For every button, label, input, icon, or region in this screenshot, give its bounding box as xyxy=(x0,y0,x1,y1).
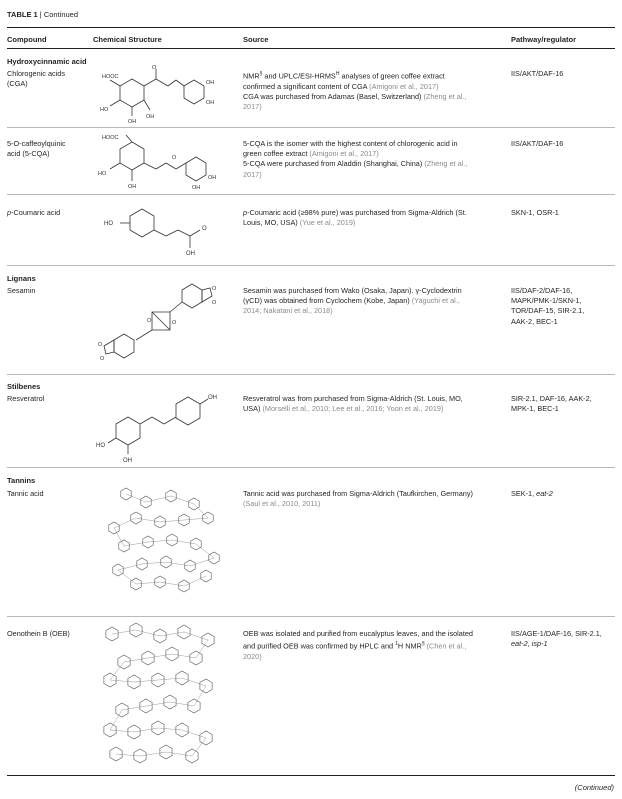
header-structure: Chemical Structure xyxy=(93,35,162,44)
section-hydroxycinnamic: Hydroxycinnamic acid xyxy=(7,57,87,66)
source-sesamin-line3: 2014; Nakatani et al., 2018) xyxy=(243,306,333,316)
structure-tannic xyxy=(96,484,226,596)
source-tannic-line1: Tannic acid was purchased from Sigma-Aldrich (Taufkirchen, Germany) xyxy=(243,489,473,498)
structure-sesamin xyxy=(92,282,227,372)
svg-text:O: O xyxy=(172,155,177,161)
pathway-resveratrol-line1: SIR-2.1, DAF-16, AAK-2, xyxy=(511,394,592,403)
pathway-oeb xyxy=(511,629,602,649)
table-caption xyxy=(7,10,78,19)
source-resveratrol xyxy=(243,394,505,414)
svg-text:OH: OH xyxy=(123,458,132,464)
header-rule xyxy=(7,48,615,49)
compound-cga-line1: Chlorogenic acids xyxy=(7,69,66,78)
svg-text:HO: HO xyxy=(104,221,113,227)
compound-cqa-line2: acid (5-CQA) xyxy=(7,149,50,159)
table-top-rule xyxy=(7,27,615,28)
pathway-sesamin-line4: AAK-2, BEC-1 xyxy=(511,316,558,326)
compound-resveratrol: Resveratrol xyxy=(7,394,45,403)
svg-text:HO: HO xyxy=(98,171,107,177)
compound-cga xyxy=(7,69,65,89)
source-cqa-line4: 2017) xyxy=(243,169,262,179)
svg-text:OH: OH xyxy=(146,114,155,120)
svg-text:OH: OH xyxy=(186,251,195,256)
source-cqa xyxy=(243,139,505,180)
pathway-cga: IIS/AKT/DAF-16 xyxy=(511,69,564,78)
row-divider xyxy=(7,194,615,195)
pathway-tannic: SEK-1, eat-2 xyxy=(511,489,553,498)
source-cqa-line3: 5-CQA were purchased from Aladdin (Shanghai, China) (Zheng et al., xyxy=(243,159,468,169)
source-sesamin xyxy=(243,286,505,317)
table-bottom-rule xyxy=(7,775,615,776)
source-cga-line3: CGA was purchased from Adamas (Basel, Switzerland) (Zheng et al., xyxy=(243,91,467,101)
source-cga xyxy=(243,69,505,112)
source-oeb-line1: OEB was isolated and purified from eucalyptus leaves, and the isolated xyxy=(243,629,473,638)
svg-text:OH: OH xyxy=(192,185,201,191)
source-resveratrol-line1: Resveratrol was from purchased from Sigma-Aldrich (St. Louis, MO, xyxy=(243,394,463,403)
source-coumaric-line2: Louis, MO, USA) (Yue et al., 2019) xyxy=(243,218,356,228)
header-pathway: Pathway/regulator xyxy=(511,35,577,44)
svg-text:O: O xyxy=(98,342,103,348)
svg-text:HO: HO xyxy=(100,107,109,113)
svg-text:HOOC: HOOC xyxy=(102,74,119,80)
source-cqa-line1: 5-CQA is the isomer with the highest content of chlorogenic acid in xyxy=(243,139,458,148)
compound-cga-line2: (CGA) xyxy=(7,79,28,89)
source-oeb-line2: and purified OEB was confirmed by HPLC and $^1$H NMR§ (Chen et al., xyxy=(243,641,467,651)
row-divider xyxy=(7,616,615,617)
svg-text:O: O xyxy=(212,286,217,292)
source-oeb-line3: 2020) xyxy=(243,651,262,661)
source-cga-line4: 2017) xyxy=(243,102,262,112)
table-caption-text: | Continued xyxy=(39,10,79,19)
table-label: TABLE 1 xyxy=(7,10,38,19)
svg-text:O: O xyxy=(172,320,177,326)
pathway-sesamin xyxy=(511,286,584,327)
svg-text:O: O xyxy=(202,226,207,232)
svg-text:OH: OH xyxy=(208,175,217,181)
svg-text:O: O xyxy=(147,318,152,324)
structure-coumaric xyxy=(92,202,227,256)
structure-resveratrol xyxy=(92,390,227,466)
source-cga-line2: confirmed a significant content of CGA (Amigoni et al., 2017) xyxy=(243,81,439,91)
svg-text:O: O xyxy=(152,65,157,71)
compound-cqa xyxy=(7,139,66,159)
source-cga-line1: NMR§ and UPLC/$ESI-HRMS^H$ analyses of green coffee extract xyxy=(243,71,445,81)
svg-text:OH: OH xyxy=(208,395,217,401)
section-tannins: Tannins xyxy=(7,476,36,485)
pathway-cqa: IIS/AKT/DAF-16 xyxy=(511,139,564,148)
svg-text:O: O xyxy=(100,356,105,362)
svg-text:O: O xyxy=(212,300,217,306)
pathway-oeb-line2: eat-2, isp-1 xyxy=(511,639,548,649)
pathway-sesamin-line2: MAPK/PMK-1/SKN-1, xyxy=(511,296,582,306)
source-sesamin-line1: Sesamin was purchased from Wako (Osaka, Japan). γ-Cyclodextrin xyxy=(243,286,462,295)
header-compound: Compound xyxy=(7,35,47,44)
compound-tannic: Tannic acid xyxy=(7,489,44,498)
source-tannic xyxy=(243,489,505,509)
compound-sesamin: Sesamin xyxy=(7,286,36,295)
continued-note: (Continued) xyxy=(574,783,614,792)
header-source: Source xyxy=(243,35,269,44)
source-sesamin-line2: (γCD) was obtained from Cyclochem (Kobe, Japan) (Yaguchi et al., xyxy=(243,296,460,306)
compound-cqa-line1: 5-O-caffeoylquinic xyxy=(7,139,66,148)
pathway-oeb-line1: IIS/AGE-1/DAF-16, SIR-2.1, xyxy=(511,629,602,638)
svg-text:HO: HO xyxy=(96,443,105,449)
row-divider xyxy=(7,374,615,375)
svg-text:OH: OH xyxy=(206,100,215,106)
structure-cga xyxy=(92,64,227,126)
svg-text:HOOC: HOOC xyxy=(102,135,119,141)
row-divider xyxy=(7,265,615,266)
source-coumaric xyxy=(243,208,505,228)
pathway-sesamin-line3: TOR/DAF-15, SIR-2.1, xyxy=(511,306,585,316)
row-divider xyxy=(7,467,615,468)
compound-oeb: Oenothein B (OEB) xyxy=(7,629,70,638)
pathway-sesamin-line1: IIS/DAF-2/DAF-16, xyxy=(511,286,573,295)
pathway-resveratrol-line2: MPK-1, BEC-1 xyxy=(511,404,559,414)
pathway-resveratrol xyxy=(511,394,592,414)
svg-text:OH: OH xyxy=(128,119,137,125)
source-cqa-line2: green coffee extract (Amigoni et al., 2017) xyxy=(243,149,379,159)
svg-text:OH: OH xyxy=(206,80,215,86)
source-coumaric-line1: p-Coumaric acid (≥98% pure) was purchased from Sigma-Aldrich (St. xyxy=(243,208,467,217)
source-tannic-line2: (Saul et al., 2010, 2011) xyxy=(243,499,321,509)
source-resveratrol-line2: USA) (Morselli et al., 2010; Lee et al., 2016; Yoon et al., 2019) xyxy=(243,404,444,414)
compound-coumaric: p-Coumaric acid xyxy=(7,208,61,217)
section-stilbenes: Stilbenes xyxy=(7,382,41,391)
section-lignans: Lignans xyxy=(7,274,36,283)
pathway-coumaric: SKN-1, OSR-1 xyxy=(511,208,559,217)
structure-cqa xyxy=(92,133,227,191)
svg-text:OH: OH xyxy=(128,184,137,190)
row-divider xyxy=(7,127,615,128)
source-oeb xyxy=(243,629,505,662)
structure-oeb xyxy=(96,622,226,772)
